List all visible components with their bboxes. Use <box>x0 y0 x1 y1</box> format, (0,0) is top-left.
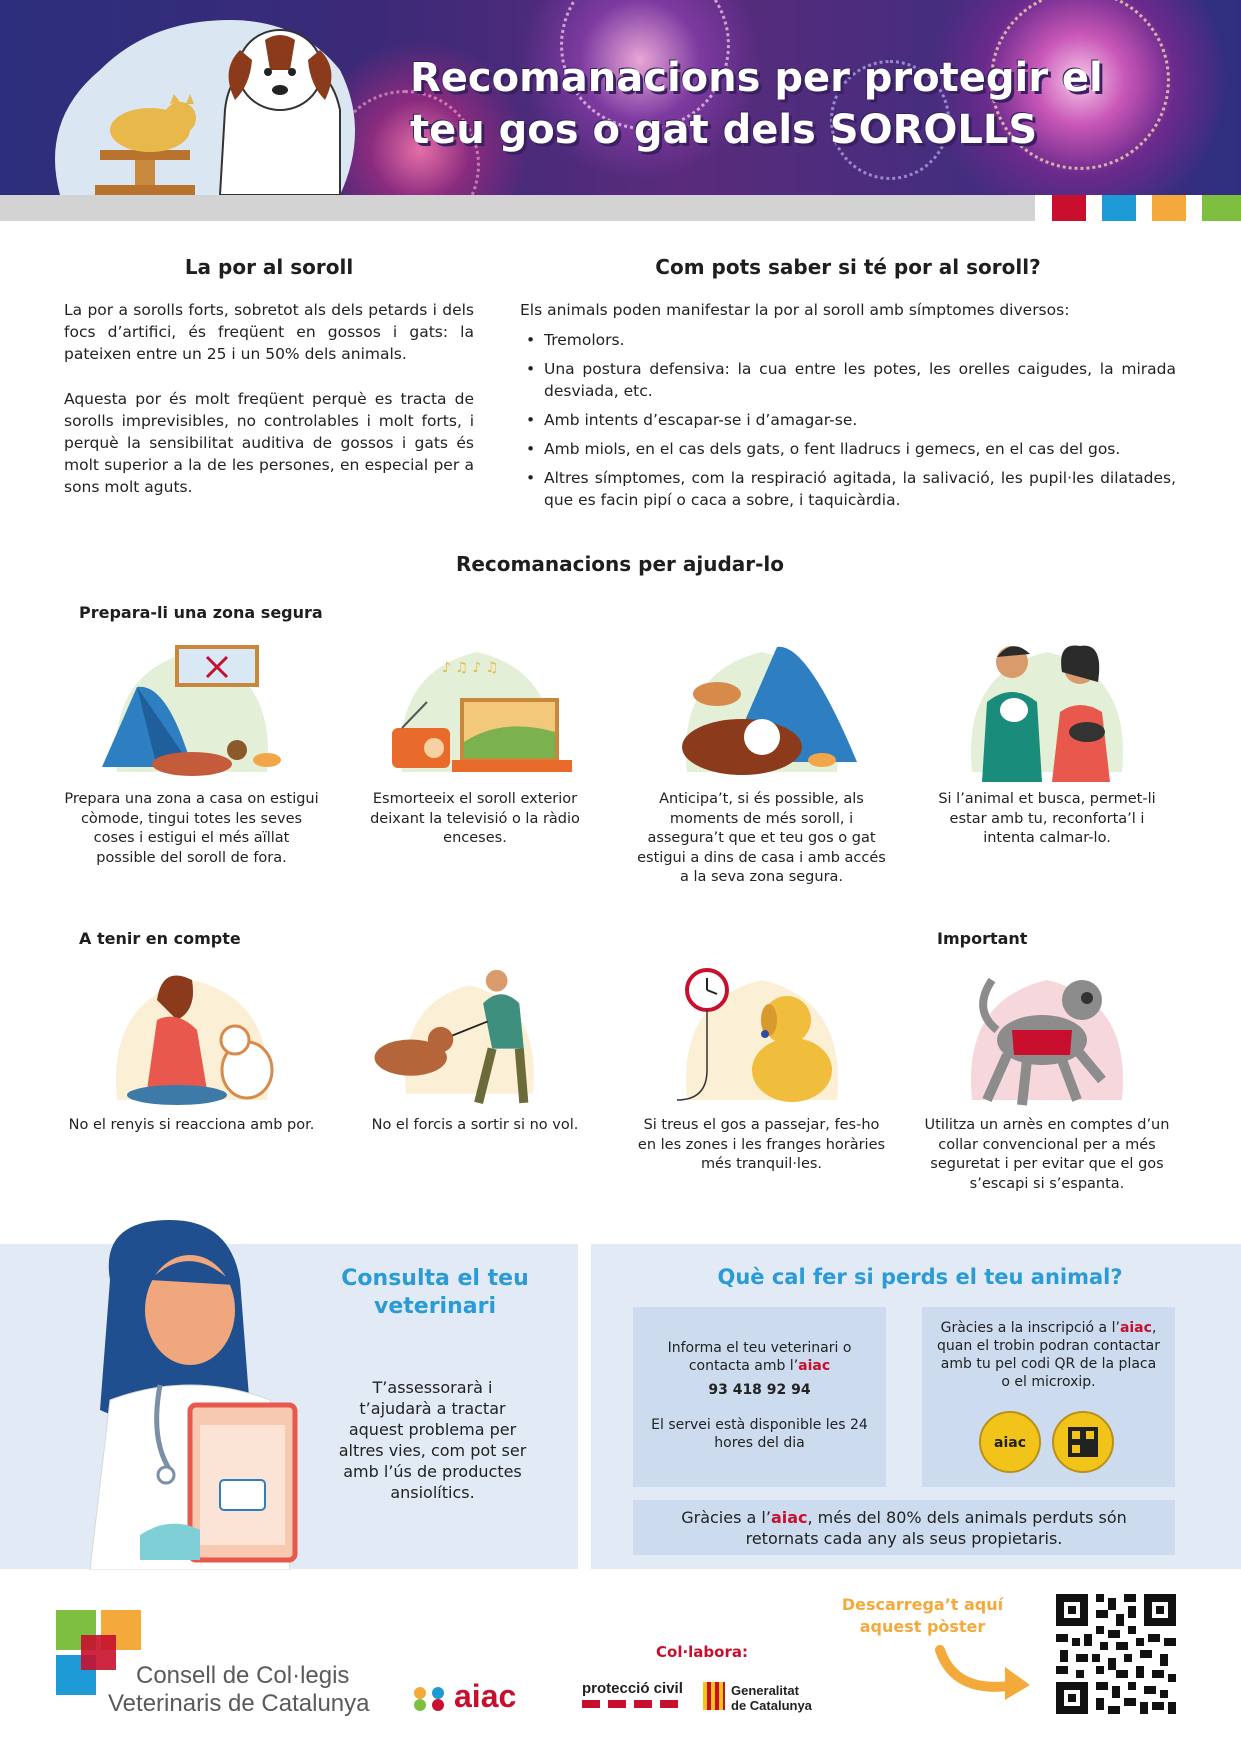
tent-safe-zone-illustration <box>97 632 287 782</box>
lost-animal-heading: Què cal fer si perds el teu animal? <box>717 1265 1123 1289</box>
swatch-orange <box>1152 195 1186 221</box>
safe-zone-subheading: Prepara-li una zona segura <box>79 603 323 622</box>
id-tags-illustration <box>975 1402 1120 1474</box>
generalitat-flag-icon <box>703 1682 725 1710</box>
header-banner <box>0 0 1241 195</box>
vet-heading-line-2: veterinari <box>374 1294 496 1319</box>
tag-aiac-label: aiac <box>994 1435 1026 1451</box>
symptoms-list <box>520 329 1176 518</box>
rec-caption-no-forcing: No el forcis a sortir si no vol. <box>371 1117 579 1133</box>
symptom-item: • Amb intents d’escapar-se i d’amagar-se. <box>520 409 1176 431</box>
symptom-item: • Amb miols, en el cas dels gats, o fent lladrucs i gemecs, en el cas del gos. <box>520 438 1176 460</box>
veterinarian-illustration <box>40 1210 330 1570</box>
fear-heading: La por al soroll <box>184 255 354 279</box>
council-name <box>108 1662 370 1718</box>
download-label <box>835 1594 1010 1638</box>
vet-heading <box>325 1265 545 1321</box>
dog-and-cat-illustration <box>40 0 360 195</box>
vet-text: T’assessorarà i t’ajudarà a tractar aquest problema per altres vies, com pot ser amb l’ús de productes ansiolítics. <box>338 1378 527 1502</box>
rec-caption-quiet-walks: Si treus el gos a passejar, fes-ho en les zones i les franges horàries més tranquil·les. <box>637 1117 886 1172</box>
rec-caption-tv-radio: Esmorteeix el soroll exterior deixant la televisió o la ràdio enceses. <box>370 791 580 846</box>
dog-harness-illustration <box>952 960 1142 1110</box>
registration-text <box>935 1319 1162 1391</box>
keep-in-mind-subheading: A tenir en compte <box>79 929 241 948</box>
recommendations-heading: Recomanacions per ajudar-lo <box>455 552 785 576</box>
symptom-item: • Altres símptomes, com la respiració agitada, la salivació, les pupil·les dilatades, que es facin pipí o caca a sobre, i taquicàrdia. <box>520 467 1176 511</box>
people-hugging-pets-illustration <box>952 632 1142 782</box>
stats-text <box>648 1507 1160 1549</box>
tv-radio-illustration <box>382 632 572 782</box>
important-subheading: Important <box>937 929 1028 948</box>
aiac-inline-2: aiac <box>1119 1320 1152 1336</box>
title-line-1: Recomanacions per protegir el <box>410 55 1103 101</box>
svg-text:♪ ♫ ♪ ♫: ♪ ♫ ♪ ♫ <box>442 660 499 676</box>
symptom-item: • Una postura defensiva: la cua entre les potes, les orelles caigudes, la mirada desviada, etc. <box>520 358 1176 402</box>
dog-clock-illustration <box>667 960 857 1110</box>
swatch-red <box>1052 195 1086 221</box>
rec-caption-harness: Utilitza un arnès en comptes d’un collar convencional per a més seguretat i per evitar que el gos s’escapi si s’espanta. <box>924 1117 1170 1192</box>
rec-caption-no-scolding: No el renyis si reacciona amb por. <box>68 1117 315 1133</box>
vet-heading-line-1: Consulta el teu <box>341 1266 529 1291</box>
stats-post: , més del 80% dels animals perduts són retornats cada any als seus propietaris. <box>745 1508 1127 1548</box>
download-line-2: aquest pòster <box>859 1617 986 1636</box>
title-line-2: teu gos o gat dels SOROLLS <box>410 107 1038 153</box>
phone-number[interactable]: 93 418 92 94 <box>708 1382 811 1398</box>
swatch-blue <box>1102 195 1136 221</box>
symptoms-intro: Els animals poden manifestar la por al soroll amb símptomes diversos: <box>520 301 1070 319</box>
fear-paragraph-1: La por a sorolls forts, sobretot als dels petards i dels focs d’artifici, és freqüent en gossos i gats: la pateixen entre un 25 i un 50% dels animals. <box>64 301 474 363</box>
aiac-inline-3: aiac <box>770 1508 808 1527</box>
rec-caption-anticipate: Anticipa’t, si és possible, als moments de més soroll, i assegura’t que et teu gos o gat estigui a dins de casa i amb accés a la seva zona segura. <box>637 791 886 885</box>
aiac-logo-icon <box>411 1684 449 1712</box>
collaborates-label: Col·labora: <box>656 1643 748 1661</box>
download-qr-code[interactable] <box>1052 1590 1180 1718</box>
proteccio-civil-stripes <box>582 1700 678 1708</box>
generalitat-name <box>731 1683 812 1713</box>
swatch-green <box>1202 195 1241 221</box>
woman-petting-dog-illustration <box>97 960 287 1110</box>
registration-pre: Gràcies a la inscripció a l’ <box>940 1320 1120 1336</box>
aiac-inline-1: aiac <box>798 1358 831 1374</box>
header-divider-band <box>0 195 1035 221</box>
service-availability: El servei està disponible les 24 hores del dia <box>651 1417 868 1451</box>
generalitat-line-2: de Catalunya <box>731 1698 812 1713</box>
stats-pre: Gràcies a l’ <box>681 1508 771 1527</box>
symptom-item: • Tremolors. <box>520 329 1176 351</box>
aiac-logo-text: aiac <box>454 1678 517 1714</box>
arrow-right-icon <box>935 1645 1035 1705</box>
symptoms-heading: Com pots saber si té por al soroll? <box>655 255 1041 279</box>
dog-cat-tent-illustration <box>667 632 857 782</box>
fear-paragraph-2: Aquesta por és molt freqüent perquè es tracta de sorolls imprevisibles, no controlables i molt forts, i perquè la sensibilitat auditiva de gossos i gats és molt superior a la de les persones, en especial per a sons molt aguts. <box>64 390 474 496</box>
council-name-line-2: Veterinaris de Catalunya <box>108 1690 370 1717</box>
generalitat-line-1: Generalitat <box>731 1683 799 1698</box>
contact-text-main: Informa el teu veterinari o contacta amb l’ <box>667 1340 852 1374</box>
registration-post: , quan el trobin podran contactar amb tu pel codi QR de la placa o el microxip. <box>937 1320 1160 1390</box>
council-name-line-1: Consell de Col·legis <box>136 1662 350 1689</box>
download-line-1: Descarrega’t aquí <box>841 1595 1004 1614</box>
rec-caption-comfort: Si l’animal et busca, permet-li estar amb tu, reconforta’l i intenta calmar-lo. <box>938 791 1156 846</box>
rec-caption-safe-zone: Prepara una zona a casa on estigui còmode, tingui totes les seves coses i estigui el més aïllat possible del soroll de fora. <box>64 791 319 866</box>
poster-title <box>410 52 1200 156</box>
proteccio-civil-logo: protecció civil <box>582 1680 683 1697</box>
contact-text <box>648 1339 871 1375</box>
man-pulling-dog-illustration <box>370 960 560 1110</box>
